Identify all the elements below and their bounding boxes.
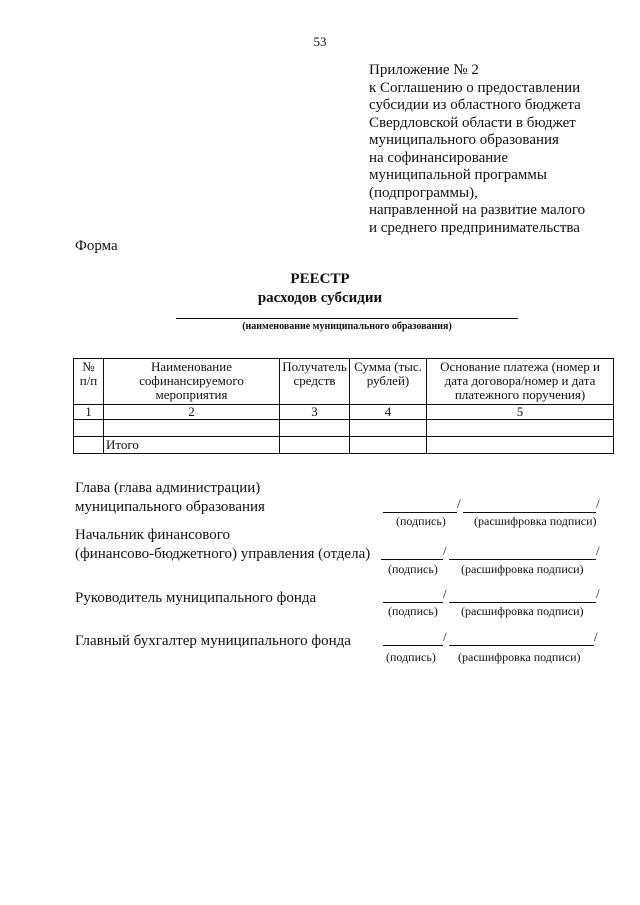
signature-decode-field[interactable] xyxy=(449,645,594,646)
total-label: Итого xyxy=(104,437,280,454)
column-number-row xyxy=(74,405,614,420)
slash-separator: / xyxy=(596,543,600,558)
table-row xyxy=(74,420,614,437)
column-number: 4 xyxy=(350,405,427,420)
municipality-name-line xyxy=(176,318,518,319)
caption-signature: (подпись) xyxy=(386,650,436,664)
table-cell[interactable] xyxy=(104,420,280,437)
signer-finance-line-1: Начальник финансового xyxy=(75,527,231,543)
caption-decode: (расшифровка подписи) xyxy=(474,514,597,528)
appendix-line: субсидии из областного бюджета xyxy=(369,97,581,113)
appendix-line: Приложение № 2 xyxy=(369,62,479,78)
signer-head-line-1: Глава (глава администрации) xyxy=(75,480,261,496)
signer-fund-head-label: Руководитель муниципального фонда xyxy=(75,590,317,606)
signer-finance-line-2: (финансово-бюджетного) управления (отдела) xyxy=(75,546,371,562)
slash-separator: / xyxy=(443,586,447,601)
page-number: 53 xyxy=(313,34,327,49)
column-number: 3 xyxy=(280,405,350,420)
title-line-1: РЕЕСТР xyxy=(290,271,350,287)
form-label: Форма xyxy=(75,238,118,254)
slash-separator: / xyxy=(596,586,600,601)
signature-decode-field[interactable] xyxy=(449,559,596,560)
appendix-line: муниципального образования xyxy=(369,132,559,148)
column-number: 1 xyxy=(74,405,104,420)
appendix-line: направленной на развитие малого xyxy=(369,202,586,218)
table-cell[interactable] xyxy=(427,420,614,437)
caption-decode: (расшифровка подписи) xyxy=(461,562,584,576)
caption-signature: (подпись) xyxy=(388,562,438,576)
appendix-line: и среднего предпринимательства xyxy=(369,219,580,236)
header-payment-basis: Основание платежа (номер и дата договора/номер и дата платежного поручения) xyxy=(427,359,614,405)
signature-field[interactable] xyxy=(383,602,443,603)
signer-fund-accountant-label: Главный бухгалтер муниципального фонда xyxy=(75,633,351,649)
caption-decode: (расшифровка подписи) xyxy=(458,650,581,664)
column-number: 2 xyxy=(104,405,280,420)
table-cell[interactable] xyxy=(280,437,350,454)
appendix-line: к Соглашению о предоставлении xyxy=(369,79,581,96)
table-header-row xyxy=(74,359,614,405)
header-recipient: Получатель средств xyxy=(280,359,350,405)
signature-field[interactable] xyxy=(383,645,443,646)
document-title xyxy=(0,270,640,308)
table-cell[interactable] xyxy=(74,420,104,437)
table-cell[interactable] xyxy=(280,420,350,437)
signer-finance-label xyxy=(75,526,370,564)
caption-decode: (расшифровка подписи) xyxy=(461,604,584,618)
title-line-2: расходов субсидии xyxy=(257,290,383,306)
table-cell[interactable] xyxy=(427,437,614,454)
table-cell[interactable] xyxy=(74,437,104,454)
slash-separator: / xyxy=(457,496,461,511)
caption-signature: (подпись) xyxy=(388,604,438,618)
appendix-block xyxy=(369,62,624,237)
signer-head-line-2: муниципального образования xyxy=(75,499,265,515)
header-amount: Сумма (тыс. рублей) xyxy=(350,359,427,405)
column-number: 5 xyxy=(427,405,614,420)
slash-separator: / xyxy=(594,629,598,644)
slash-separator: / xyxy=(443,629,447,644)
appendix-line: (подпрограммы), xyxy=(369,184,478,201)
signature-decode-field[interactable] xyxy=(449,602,596,603)
table-cell[interactable] xyxy=(350,437,427,454)
slash-separator: / xyxy=(596,496,600,511)
appendix-line: на софинансирование xyxy=(369,149,508,166)
total-row xyxy=(74,437,614,454)
signature-field[interactable] xyxy=(383,512,457,513)
header-number: № п/п xyxy=(74,359,104,405)
signer-head-label xyxy=(75,479,265,517)
municipality-name-caption: (наименование муниципального образования) xyxy=(242,321,452,332)
appendix-line: муниципальной программы xyxy=(369,167,547,183)
signature-field[interactable] xyxy=(381,559,443,560)
caption-signature: (подпись) xyxy=(396,514,446,528)
registry-table xyxy=(73,358,614,454)
slash-separator: / xyxy=(443,543,447,558)
appendix-line: Свердловской области в бюджет xyxy=(369,114,576,131)
signature-decode-field[interactable] xyxy=(463,512,596,513)
table-cell[interactable] xyxy=(350,420,427,437)
header-activity: Наименование софинансируемого мероприятия xyxy=(104,359,280,405)
